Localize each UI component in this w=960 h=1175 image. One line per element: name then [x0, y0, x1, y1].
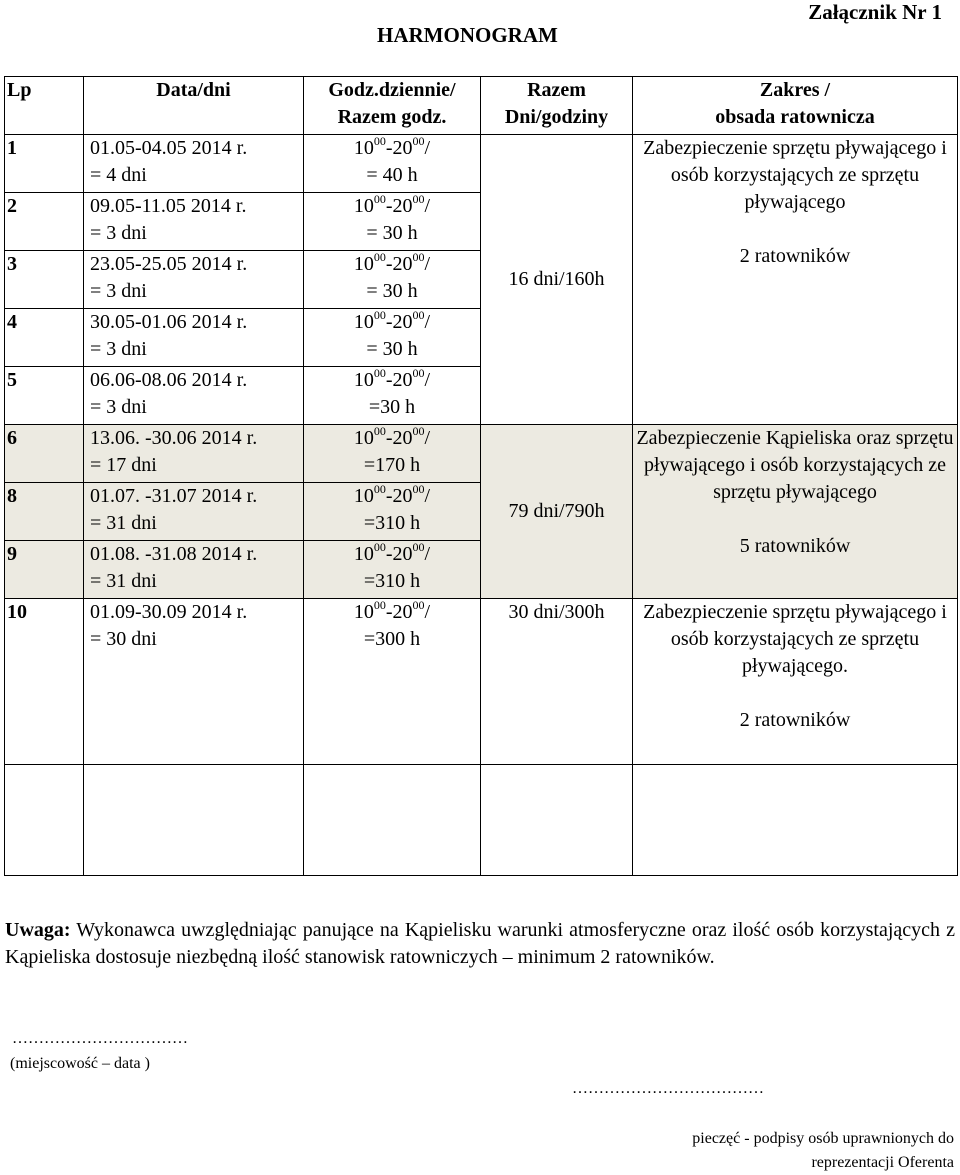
row-hours: $10^{00}-20^{00}/$ = 30 h [304, 193, 481, 251]
group-total: 16 dni/160h [481, 135, 633, 425]
header-total: Razem Dni/godziny [481, 77, 633, 135]
row-lp: 10 [5, 599, 84, 765]
place-date-dots: …………………………… [12, 1030, 188, 1047]
group-staff: 2 ratowników [739, 245, 851, 267]
note-label: Uwaga: [5, 919, 71, 941]
row-date: 01.08. -31.08 2014 r. = 31 dni [84, 541, 304, 599]
row-lp: 4 [5, 309, 84, 367]
row-date: 13.06. -30.06 2014 r. = 17 dni [84, 425, 304, 483]
row-date: 01.05-04.05 2014 r. = 4 dni [84, 135, 304, 193]
group-scope [633, 599, 958, 765]
table-row [5, 425, 958, 483]
table-header-row [5, 77, 958, 135]
group-staff: 5 ratowników [739, 535, 851, 557]
row-lp: 5 [5, 367, 84, 425]
signature-label: pieczęć - podpisy osób uprawnionych do reprezentacji Oferenta [692, 1130, 954, 1171]
group-scope-text: Zabezpieczenie Kąpieliska oraz sprzętu pływającego i osób korzystających ze sprzętu pływającego [636, 427, 954, 503]
empty-row [5, 765, 958, 876]
row-hours: $10^{00}-20^{00}/$ =310 h [304, 541, 481, 599]
row-date: 23.05-25.05 2014 r. = 3 dni [84, 251, 304, 309]
row-hours: $10^{00}-20^{00}/$ =310 h [304, 483, 481, 541]
row-hours: $10^{00}-20^{00}/$ = 30 h [304, 309, 481, 367]
header-lp: Lp [5, 77, 84, 135]
group-scope-text: Zabezpieczenie sprzętu pływającego i osób korzystających ze sprzętu pływającego. [643, 601, 947, 677]
row-lp: 8 [5, 483, 84, 541]
row-lp: 3 [5, 251, 84, 309]
row-date: 30.05-01.06 2014 r. = 3 dni [84, 309, 304, 367]
place-date-label: (miejscowość – data ) [10, 1055, 150, 1072]
row-hours: $10^{00}-20^{00}/$ =170 h [304, 425, 481, 483]
group-scope-text: Zabezpieczenie sprzętu pływającego i osób korzystających ze sprzętu pływającego [643, 137, 947, 213]
header-scope: Zakres / obsada ratownicza [633, 77, 958, 135]
row-date: 01.07. -31.07 2014 r. = 31 dni [84, 483, 304, 541]
table-row [5, 135, 958, 193]
attachment-label: Załącznik Nr 1 [808, 0, 942, 24]
row-date: 01.09-30.09 2014 r. = 30 dni [84, 599, 304, 765]
row-lp: 1 [5, 135, 84, 193]
note-text: Wykonawca uwzględniając panujące na Kąpielisku warunki atmosferyczne oraz ilość osób korzystających z Kąpieliska dostosuje niezbędną ilość stanowisk ratowniczych – minimum 2 ratowników. [5, 919, 955, 968]
row-hours: $10^{00}-20^{00}/$ = 30 h [304, 251, 481, 309]
row-hours: $10^{00}-20^{00}/$ = 40 h [304, 135, 481, 193]
row-lp: 9 [5, 541, 84, 599]
note-paragraph [5, 917, 955, 971]
page-title: HARMONOGRAM [377, 23, 558, 47]
row-lp: 6 [5, 425, 84, 483]
row-lp: 2 [5, 193, 84, 251]
group-staff: 2 ratowników [739, 709, 851, 731]
header-hours: Godz.dziennie/ Razem godz. [304, 77, 481, 135]
group-scope [633, 135, 958, 425]
row-hours: $10^{00}-20^{00}/$ =30 h [304, 367, 481, 425]
header-date: Data/dni [84, 77, 304, 135]
row-date: 06.06-08.06 2014 r. = 3 dni [84, 367, 304, 425]
signature-dots: ……………………………… [572, 1080, 764, 1097]
row-hours: $10^{00}-20^{00}/$ =300 h [304, 599, 481, 765]
table-row [5, 599, 958, 765]
row-date: 09.05-11.05 2014 r. = 3 dni [84, 193, 304, 251]
group-scope [633, 425, 958, 599]
group-total: 79 dni/790h [481, 425, 633, 599]
schedule-table [4, 76, 958, 876]
group-total: 30 dni/300h [481, 599, 633, 765]
